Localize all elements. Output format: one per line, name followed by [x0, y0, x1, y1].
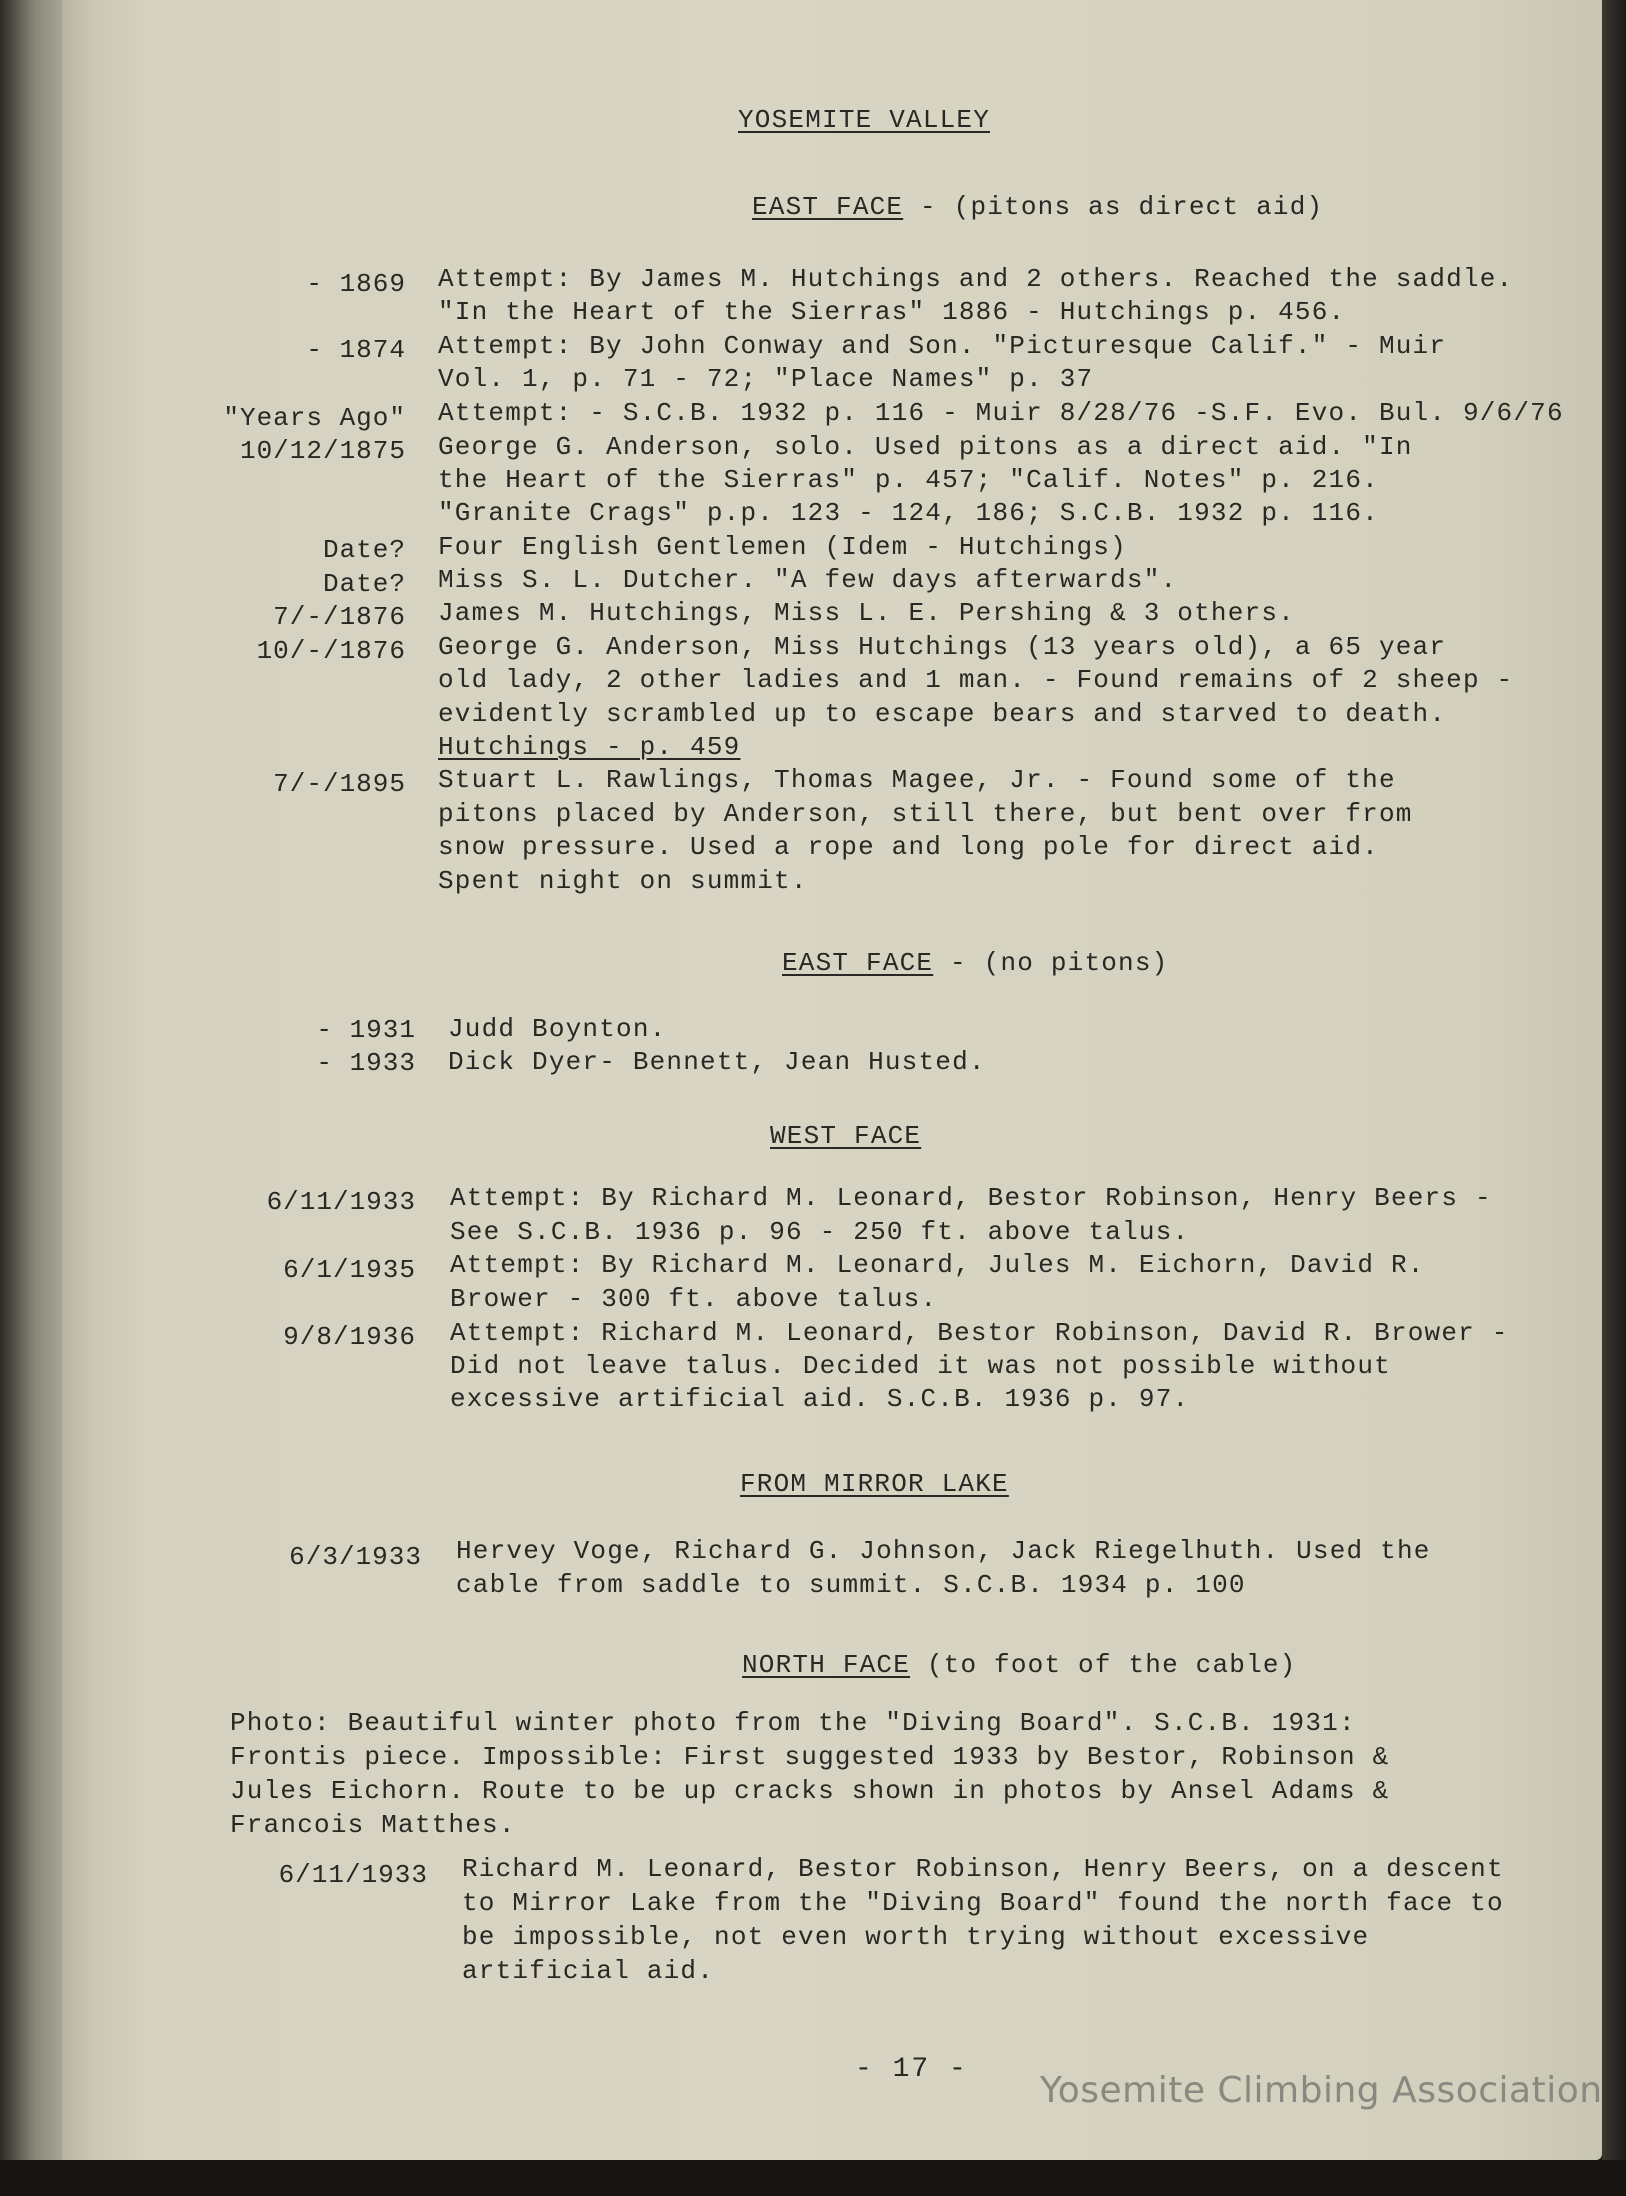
entry-line: Attempt: By Richard M. Leonard, Bestor Robinson, Henry Beers -	[450, 1183, 1492, 1213]
entry-line: George G. Anderson, solo. Used pitons as a direct aid. "In	[438, 432, 1413, 462]
photo-note-line: Frontis piece. Impossible: First suggested 1933 by Bestor, Robinson &	[230, 1742, 1390, 1772]
book-gutter	[0, 0, 62, 2196]
entry-line: to Mirror Lake from the "Diving Board" found the north face to	[462, 1888, 1504, 1918]
entry-line: Hervey Voge, Richard G. Johnson, Jack Riegelhuth. Used the	[456, 1536, 1431, 1566]
entry-line: Attempt: Richard M. Leonard, Bestor Robinson, David R. Brower -	[450, 1318, 1509, 1348]
east-face-free-heading-text: EAST FACE	[782, 948, 934, 978]
entry-line: artificial aid.	[462, 1956, 715, 1986]
entry-line: snow pressure. Used a rope and long pole for direct aid.	[438, 832, 1379, 862]
section-heading-mirror-lake: FROM MIRROR LAKE	[740, 1469, 1009, 1499]
east-face-free-heading-suffix: - (no pitons)	[933, 948, 1169, 978]
entry-date: 7/-/1876	[273, 602, 406, 632]
page-right-edge	[1602, 0, 1626, 2196]
section-heading-east-face-aid	[752, 190, 1323, 224]
entry-line: "Granite Crags" p.p. 123 - 124, 186; S.C.B. 1932 p. 116.	[438, 498, 1379, 528]
entry-line: Vol. 1, p. 71 - 72; "Place Names" p. 37	[438, 364, 1094, 394]
entry-line: cable from saddle to summit. S.C.B. 1934 p. 100	[456, 1570, 1246, 1600]
section-heading-north-face	[742, 1648, 1297, 1682]
section-heading-east-face-free	[782, 946, 1168, 980]
entry-line: See S.C.B. 1936 p. 96 - 250 ft. above talus.	[450, 1217, 1190, 1247]
entry-date: 10/12/1875	[239, 436, 406, 466]
entry-line: Judd Boynton.	[448, 1014, 667, 1044]
entry-date: 7/-/1895	[273, 769, 406, 799]
entry-date: - 1874	[306, 335, 406, 365]
photo-note-line: Jules Eichorn. Route to be up cracks shown in photos by Ansel Adams &	[230, 1776, 1390, 1806]
entry-line: Hutchings - p. 459	[438, 732, 741, 762]
entry-line: evidently scrambled up to escape bears and starved to death.	[438, 699, 1447, 729]
entry-date: 6/3/1933	[289, 1542, 422, 1572]
page-number: - 17 -	[855, 2054, 968, 2085]
north-face-heading-text: NORTH FACE	[742, 1650, 911, 1680]
east-face-heading-suffix: - (pitons as direct aid)	[903, 192, 1324, 222]
entry-line: Four English Gentlemen (Idem - Hutchings)	[438, 532, 1127, 562]
photo-note-line: Photo: Beautiful winter photo from the "Diving Board". S.C.B. 1931:	[230, 1708, 1356, 1738]
entry-date: 6/11/1933	[266, 1187, 416, 1217]
entry-date: Date?	[322, 569, 406, 599]
entry-line: old lady, 2 other ladies and 1 man. - Found remains of 2 sheep -	[438, 665, 1514, 695]
photo-note-line: Francois Matthes.	[230, 1810, 516, 1840]
entry-date: 6/11/1933	[278, 1860, 428, 1890]
entry-line: Brower - 300 ft. above talus.	[450, 1284, 938, 1314]
entry-date: - 1931	[316, 1015, 416, 1045]
entry-line: excessive artificial aid. S.C.B. 1936 p. 97.	[450, 1384, 1190, 1414]
entry-date: 10/-/1876	[256, 636, 406, 666]
entry-date: - 1933	[316, 1048, 416, 1078]
entry-line: pitons placed by Anderson, still there, but bent over from	[438, 799, 1413, 829]
entry-line: Attempt: By John Conway and Son. "Picturesque Calif." - Muir	[438, 331, 1447, 361]
entry-line: Attempt: - S.C.B. 1932 p. 116 - Muir 8/28/76 -S.F. Evo. Bul. 9/6/76	[438, 398, 1564, 428]
entry-line: Attempt: By James M. Hutchings and 2 others. Reached the saddle.	[438, 264, 1514, 294]
entry-line: Did not leave talus. Decided it was not possible without	[450, 1351, 1391, 1381]
entry-line: George G. Anderson, Miss Hutchings (13 years old), a 65 year	[438, 632, 1447, 662]
entry-line: the Heart of the Sierras" p. 457; "Calif. Notes" p. 216.	[438, 465, 1379, 495]
entry-date: - 1869	[306, 269, 406, 299]
entry-line: be impossible, not even worth trying without excessive	[462, 1922, 1370, 1952]
entry-line: Dick Dyer- Bennett, Jean Husted.	[448, 1047, 986, 1077]
entry-date: Date?	[322, 535, 406, 565]
entry-date: 9/8/1936	[283, 1322, 416, 1352]
entry-date: 6/1/1935	[283, 1255, 416, 1285]
entry-line: Spent night on summit.	[438, 866, 808, 896]
section-heading-west-face: WEST FACE	[770, 1121, 922, 1151]
watermark: Yosemite Climbing Association	[1040, 2070, 1603, 2111]
entry-line: "In the Heart of the Sierras" 1886 - Hutchings p. 456.	[438, 297, 1346, 327]
entry-line: Miss S. L. Dutcher. "A few days afterwards".	[438, 565, 1178, 595]
north-face-heading-suffix: (to foot of the cable)	[910, 1650, 1297, 1680]
page-bottom-edge	[0, 2160, 1626, 2196]
page-title: YOSEMITE VALLEY	[738, 105, 991, 135]
entry-line: Attempt: By Richard M. Leonard, Jules M. Eichorn, David R.	[450, 1250, 1425, 1280]
entry-date: "Years Ago"	[223, 403, 406, 433]
entry-line: Richard M. Leonard, Bestor Robinson, Henry Beers, on a descent	[462, 1854, 1504, 1884]
entry-line: James M. Hutchings, Miss L. E. Pershing & 3 others.	[438, 598, 1295, 628]
east-face-heading-text: EAST FACE	[752, 192, 904, 222]
entry-line: Stuart L. Rawlings, Thomas Magee, Jr. - Found some of the	[438, 765, 1396, 795]
